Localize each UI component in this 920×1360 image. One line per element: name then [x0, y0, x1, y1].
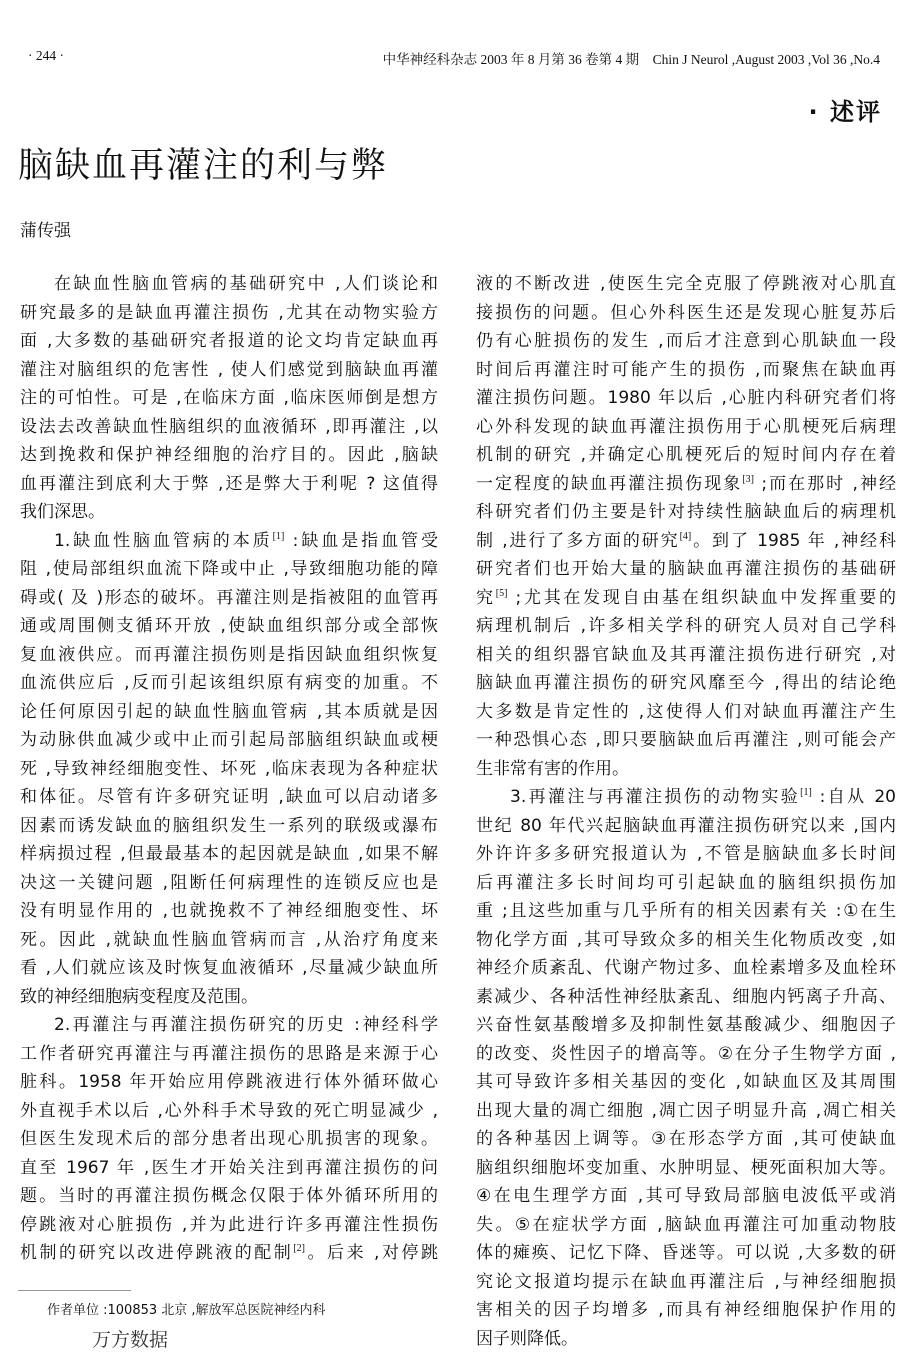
text-line: 研究者们也开始大量的脑缺血再灌注损伤的基础研: [476, 559, 896, 579]
text-line: 脏科。1958 年开始应用停跳液进行体外循环做心: [20, 1072, 438, 1092]
text-line: 我们深思。: [20, 502, 105, 522]
paragraph: [476, 270, 896, 783]
text-line: 机制的研究 ,并确定心肌梗死后的短时间内存在着: [476, 445, 896, 465]
text-line: 灌注对脑组织的危害性 , 使人们感觉到脑缺血再灌: [20, 359, 438, 380]
text-line: 外直视手术以后 ,心外科手术导致的死亡明显减少 ,: [20, 1100, 438, 1121]
text-line: 害相关的因子均增多 ,而具有神经细胞保护作用的: [476, 1300, 896, 1320]
text-line: 但医生发现术后的部分患者出现心肌损害的现象。: [20, 1129, 438, 1149]
text-line: 一种恐惧心态 ,即只要脑缺血后再灌注 ,则可能会产: [476, 730, 896, 750]
text-line: 题。当时的再灌注损伤概念仅限于体外循环所用的: [20, 1186, 438, 1206]
text-line: 看 ,人们就应该及时恢复血液循环 ,尽量减少缺血所: [20, 958, 438, 978]
text-line: 后再灌注多长时间均可引起缺血的脑组织损伤加: [476, 872, 896, 893]
page-number: · 244 ·: [28, 48, 64, 63]
text-line: 没有明显作用的 ,也就挽救不了神经细胞变性、坏: [20, 901, 438, 921]
text-line: 科研究者们仍主要是针对持续性脑缺血后的病理机: [476, 502, 896, 522]
text-line: 究论文报道均提示在缺血再灌注后 ,与神经细胞损: [476, 1271, 896, 1292]
section-label: · 述评: [808, 98, 882, 126]
text-line: 体的瘫痪、记忆下降、昏迷等。可以说 ,大多数的研: [476, 1243, 896, 1263]
text-line: 停跳液对心脏损伤 ,并为此进行许多再灌注性损伤: [20, 1214, 438, 1235]
text-line: 决这一关键问题 ,阻断任何病理性的连锁反应也是: [20, 872, 438, 893]
text-line: 其可导致许多相关基因的变化 ,如缺血区及其周围: [476, 1072, 896, 1092]
paragraph: [20, 527, 438, 1012]
article-title: 脑缺血再灌注的利与弊: [18, 146, 389, 186]
text-line: 致的神经细胞病变程度及范围。: [20, 986, 258, 1007]
text-line: 碍或( 及 )形态的破坏。再灌注则是指被阻的血管再: [20, 587, 438, 608]
text-line: 相关的组织器官缺血及其再灌注损伤进行研究 ,对: [476, 644, 896, 665]
text-line: 复血液供应。而再灌注损伤则是指因缺血组织恢复: [20, 644, 438, 665]
right-column: [476, 270, 896, 1353]
text-line: 液的不断改进 ,使医生完全克服了停跳液对心肌直: [476, 274, 896, 294]
text-line: 在缺血性脑血管病的基础研究中 ,人们谈论和: [54, 274, 438, 294]
citation-reference: [4]: [679, 530, 692, 542]
paragraph: [476, 783, 896, 1353]
text-line: ④在电生理学方面 ,其可导致局部脑电波低平或消: [476, 1186, 896, 1206]
text-line: 物化学方面 ,其可导致众多的相关生化物质改变 ,如: [476, 929, 896, 950]
left-column: [20, 270, 438, 1268]
text-line: 论任何原因引起的缺血性脑血管病 ,其本质就是因: [20, 701, 438, 722]
text-line: 心外科发现的缺血再灌注损伤用于心肌梗死后病理: [476, 416, 896, 437]
text-line: 重 ;且这些加重与几乎所有的相关因素有关 :①在生: [476, 901, 896, 921]
text-line: 3.再灌注与再灌注损伤的动物实验[1] :自从 20: [510, 787, 896, 807]
text-line: 外许许多多研究报道认为 ,不管是脑缺血多长时间: [476, 844, 896, 864]
text-line: 的各种基因上调等。③在形态学方面 ,其可使缺血: [476, 1129, 896, 1149]
text-line: 病理机制后 ,许多相关学科的研究人员对自己学科: [476, 616, 896, 636]
text-line: 通或周围侧支循环开放 ,使缺血组织部分或全部恢: [20, 616, 438, 636]
text-line: 血流供应后 ,反而引起该组织原有病变的加重。不: [20, 673, 438, 693]
text-line: 阻 ,使局部组织血流下降或中止 ,导致细胞功能的障: [20, 559, 438, 579]
text-line: 和体征。尽管有许多研究证明 ,缺血可以启动诸多: [20, 787, 438, 807]
text-line: 失。⑤在症状学方面 ,脑缺血再灌注可加重动物肢: [476, 1214, 896, 1235]
citation-reference: [1]: [800, 787, 812, 798]
watermark: 万方数据: [92, 1329, 169, 1351]
citation-reference: [5]: [495, 587, 508, 599]
text-line: 脑组织细胞坏变加重、水肿明显、梗死面积加大等。: [476, 1157, 896, 1178]
text-line: 研究最多的是缺血再灌注损伤 ,尤其在动物实验方: [20, 302, 438, 323]
text-line: 为动脉供血减少或中止而引起局部脑组织缺血或梗: [20, 730, 438, 750]
author-name: 蒲传强: [20, 221, 71, 241]
text-line: 达到挽救和保护神经细胞的治疗目的。因此 ,脑缺: [20, 445, 438, 465]
footnote-divider: [18, 1290, 131, 1291]
text-line: 机制的研究以改进停跳液的配制[2]。后来 ,对停跳: [20, 1243, 438, 1263]
text-line: 究[5] ;尤其在发现自由基在组织缺血中发挥重要的: [476, 587, 897, 608]
text-line: 出现大量的凋亡细胞 ,凋亡因子明显升高 ,凋亡相关: [476, 1100, 896, 1121]
text-line: 脑缺血再灌注损伤的研究风靡至今 ,得出的结论绝: [476, 673, 896, 693]
text-line: 生非常有害的作用。: [476, 758, 629, 779]
paragraph: [20, 1011, 438, 1268]
text-line: 1.缺血性脑血管病的本质[1] :缺血是指血管受: [54, 530, 438, 551]
citation-reference: [3]: [742, 473, 754, 485]
author-affiliation-footnote: 作者单位 :100853 北京 ,解放军总医院神经内科: [47, 1303, 326, 1318]
text-line: 直至 1967 年 ,医生才开始关注到再灌注损伤的问: [20, 1157, 438, 1178]
text-line: 时间后再灌注时可能产生的损伤 ,而聚焦在缺血再: [476, 359, 896, 380]
journal-citation: 中华神经科杂志 2003 年 8 月第 36 卷第 4 期 Chin J Neurol ,August 2003 ,Vol 36 ,No.4: [382, 52, 880, 67]
citation-reference: [2]: [293, 1243, 305, 1254]
text-line: 大多数是肯定性的 ,这使得人们对缺血再灌注产生: [476, 701, 896, 722]
text-line: 注的可怕性。可是 ,在临床方面 ,临床医师倒是想方: [20, 388, 438, 408]
paragraph: [20, 270, 438, 527]
text-line: 设法去改善缺血性脑组织的血液循环 ,即再灌注 ,以: [20, 416, 438, 437]
text-line: 灌注损伤问题。1980 年以后 ,心脏内科研究者们将: [476, 388, 896, 408]
text-line: 工作者研究再灌注与再灌注损伤的思路是来源于心: [20, 1043, 438, 1064]
text-line: 世纪 80 年代兴起脑缺血再灌注损伤研究以来 ,国内: [476, 815, 896, 836]
text-line: 死 ,导致神经细胞变性、坏死 ,临床表现为各种症状: [20, 758, 438, 779]
text-line: 死。因此 ,就缺血性脑血管病而言 ,从治疗角度来: [20, 929, 438, 950]
text-line: 兴奋性氨基酸增多及抑制性氨基酸减少、细胞因子: [476, 1015, 896, 1035]
text-line: 面 ,大多数的基础研究者报道的论文均肯定缺血再: [20, 331, 438, 351]
text-line: 制 ,进行了多方面的研究[4]。到了 1985 年 ,神经科: [476, 530, 896, 551]
text-line: 素减少、各种活性神经肽紊乱、细胞内钙离子升高、: [476, 986, 896, 1007]
text-line: 因素而诱发缺血的脑组织发生一系列的联级或瀑布: [20, 815, 438, 836]
citation-reference: [1]: [272, 530, 285, 542]
text-line: 的改变、炎性因子的增高等。②在分子生物学方面 ,: [476, 1043, 897, 1064]
text-line: 因子则降低。: [476, 1328, 578, 1349]
text-line: 血再灌注到底利大于弊 ,还是弊大于利呢 ? 这值得: [20, 473, 438, 494]
text-line: 一定程度的缺血再灌注损伤现象[3] ;而在那时 ,神经: [476, 473, 896, 494]
text-line: 仍有心脏损伤的发生 ,而后才注意到心肌缺血一段: [476, 331, 896, 351]
text-line: 样病损过程 ,但最最基本的起因就是缺血 ,如果不解: [20, 844, 438, 864]
text-line: 神经介质紊乱、代谢产物过多、血栓素增多及血栓环: [476, 958, 896, 978]
text-line: 2.再灌注与再灌注损伤研究的历史 :神经科学: [54, 1015, 438, 1035]
text-line: 接损伤的问题。但心外科医生还是发现心脏复苏后: [476, 302, 896, 323]
